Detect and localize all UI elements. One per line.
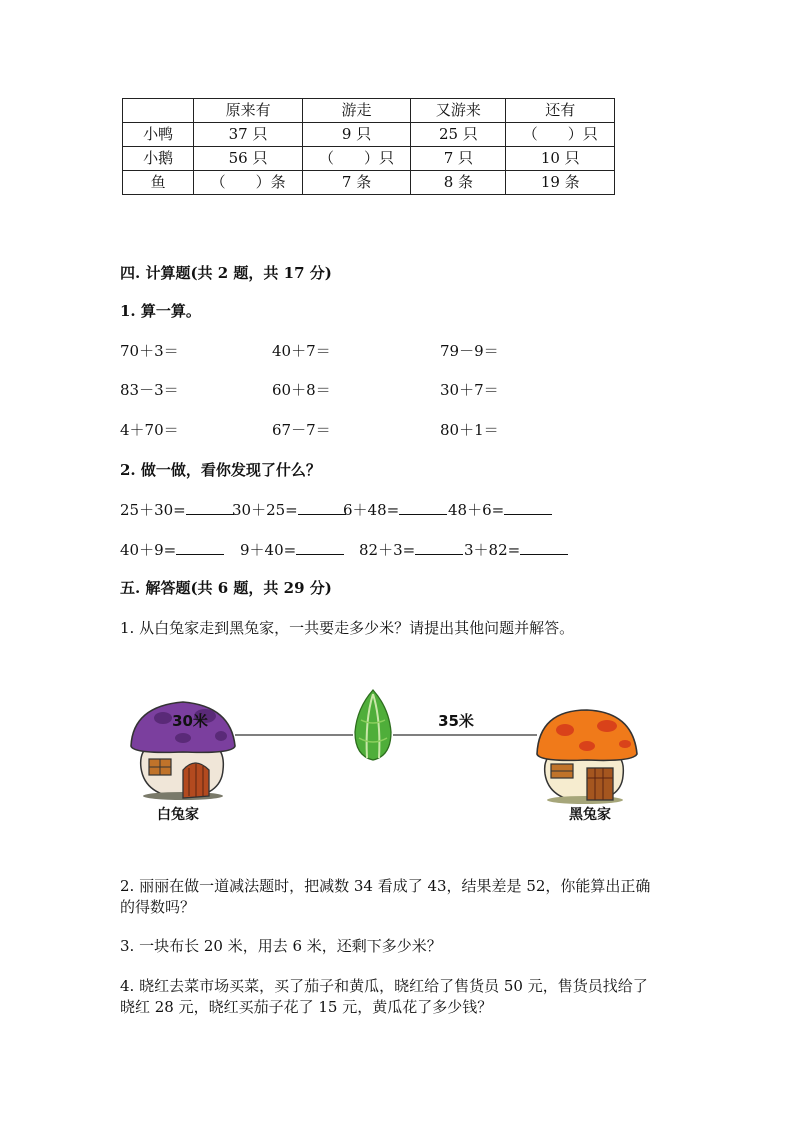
fill-item [240,539,344,560]
duck-goose-fish-table [122,98,615,195]
fill-item [120,499,234,520]
table-header-cell: 还有 [506,99,615,123]
fill-item [359,539,463,560]
cabbage-icon [355,690,391,760]
fill-item [232,499,346,520]
table-row [123,171,615,195]
question-5-2-line1: 2. 丽丽在做一道减法题时，把减数 34 看成了 43，结果差是 52，你能算出正确 [120,877,651,895]
table-cell: 10 只 [506,147,615,171]
table-cell: 小鸭 [123,123,194,147]
question-5-2-line2: 的得数吗？ [120,898,196,916]
table-cell: 小鹅 [123,147,194,171]
fill-item-expr: 82＋3= [359,541,416,559]
table-cell: 37 只 [194,123,302,147]
question-5-1: 1. 从白兔家走到黑兔家，一共要走多少米？请提出其他问题并解答。 [120,619,575,637]
arith-item: 4＋70＝ [120,421,179,439]
black-rabbit-house-icon [537,710,637,804]
arith-item: 60＋8＝ [272,381,331,399]
answer-blank[interactable] [520,540,568,555]
answer-blank[interactable] [504,500,552,515]
arith-item: 67－7＝ [272,421,331,439]
fill-item [448,499,552,520]
table-row [123,123,615,147]
section-4-title: 四. 计算题(共 2 题，共 17 分) [120,264,332,282]
table-cell: 19 条 [506,171,615,195]
table-header-cell [123,99,194,123]
section-5-title: 五. 解答题(共 6 题，共 29 分) [120,579,332,597]
table-header-cell: 原来有 [194,99,302,123]
question-4-1-title: 1. 算一算。 [120,302,201,320]
table-cell: 9 只 [302,123,410,147]
arith-item: 79－9＝ [440,342,499,360]
fill-item-expr: 6＋48= [343,501,400,519]
distance-left-label: 30米 [172,712,208,730]
question-5-4-line1: 4. 晓红去菜市场买菜，买了茄子和黄瓜，晓红给了售货员 50 元，售货员找给了 [120,977,648,995]
answer-blank[interactable] [415,540,463,555]
black-rabbit-house-label: 黑兔家 [569,807,611,823]
answer-blank[interactable] [298,500,346,515]
table-cell: 8 条 [411,171,506,195]
arith-item: 70＋3＝ [120,342,179,360]
table-header-cell: 游走 [302,99,410,123]
table-cell: 25 只 [411,123,506,147]
answer-blank[interactable] [296,540,344,555]
table-header-row [123,99,615,123]
arith-item: 30＋7＝ [440,381,499,399]
table-cell: 7 条 [302,171,410,195]
answer-blank[interactable] [186,500,234,515]
table-cell: （ ）只 [506,123,615,147]
fill-item [464,539,568,560]
fill-item-expr: 48＋6= [448,501,505,519]
fill-item-expr: 25＋30= [120,501,186,519]
fill-item-expr: 3＋82= [464,541,521,559]
fill-item-expr: 9＋40= [240,541,297,559]
table-row [123,147,615,171]
arith-item: 80＋1＝ [440,421,499,439]
question-5-3: 3. 一块布长 20 米，用去 6 米，还剩下多少米？ [120,937,442,955]
fill-item-expr: 40＋9= [120,541,177,559]
table-cell: 56 只 [194,147,302,171]
table-cell: 鱼 [123,171,194,195]
answer-blank[interactable] [176,540,224,555]
answer-blank[interactable] [399,500,447,515]
table-cell: 7 只 [411,147,506,171]
table-cell: （ ）只 [302,147,410,171]
fill-item-expr: 30＋25= [232,501,298,519]
fill-item [120,539,224,560]
arith-item: 83－3＝ [120,381,179,399]
table-header-cell: 又游来 [411,99,506,123]
fill-item [343,499,447,520]
distance-right-label: 35米 [438,712,474,730]
question-5-4-line2: 晓红 28 元，晓红买茄子花了 15 元，黄瓜花了多少钱？ [120,998,493,1016]
arith-item: 40＋7＝ [272,342,331,360]
question-4-2-title: 2. 做一做，看你发现了什么？ [120,461,321,479]
white-rabbit-house-label: 白兔家 [157,807,199,823]
table-cell: （ ）条 [194,171,302,195]
